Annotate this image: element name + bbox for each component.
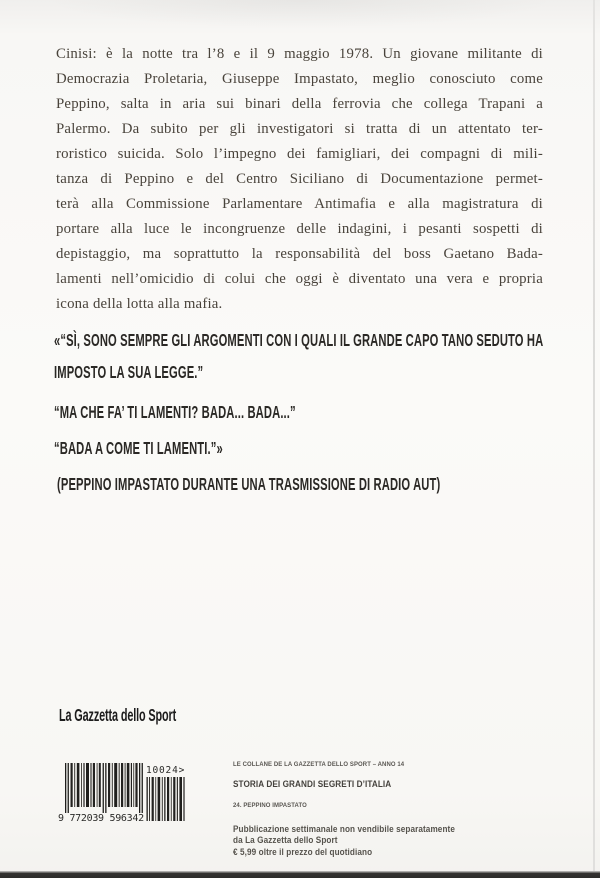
synopsis-line: Peppino, salta in aria sui binari della ferrovia che collega Trapani a (56, 96, 543, 112)
synopsis-line: terà alla Commissione Parlamentare Antimafia e alla magistratura di (56, 196, 543, 212)
publication-line: da La Gazzetta dello Sport (233, 835, 338, 846)
ean-digits: 9 772039 596342 (58, 813, 144, 823)
synopsis-line: Democrazia Proletaria, Giuseppe Impastato, meglio conosciuto come (56, 71, 543, 87)
volume-line: 24. PEPPINO IMPASTATO (233, 801, 307, 809)
series-line: LE COLLANE DE LA GAZZETTA DELLO SPORT – ANNO 14 (233, 761, 405, 768)
price-line: € 5,99 oltre il prezzo del quotidiano (233, 847, 373, 858)
page-edge-line (593, 0, 595, 871)
synopsis-line: portare alla luce le incongruenze delle indagini, i pesanti sospetti di (56, 221, 543, 237)
series-title: STORIA DEI GRANDI SEGRETI D’ITALIA (233, 778, 392, 789)
synopsis-line: Palermo. Da subito per gli investigatori si tratta di un attentato ter- (56, 121, 543, 137)
ean-addon-barcode (146, 764, 188, 822)
synopsis-line: roristico suicida. Solo l’impegno dei famigliari, dei compagni di mili- (56, 146, 543, 162)
synopsis-line: depistaggio, ma soprattutto la responsabilità del boss Gaetano Bada- (56, 246, 543, 262)
publication-line: Pubblicazione settimanale non vendibile separatamente (233, 823, 455, 834)
synopsis-line: icona della lotta alla mafia. (56, 296, 223, 312)
ean-barcode (58, 763, 148, 823)
radio-quote-line: «“SÌ, SONO SEMPRE GLI ARGOMENTI CON I QUALI IL GRANDE CAPO TANO SEDUTO HA (54, 330, 544, 350)
radio-quote-line: “MA CHE FA’ TI LAMENTI? BADA... BADA...” (54, 402, 296, 422)
colophon-block (233, 753, 485, 858)
synopsis-paragraph (56, 42, 543, 317)
synopsis-line: tanza di Peppino e del Centro Siciliano di Documentazione permet- (56, 171, 543, 187)
synopsis-line: lamenti nell’omicidio di colui che oggi è diventato una vera e propria (56, 271, 543, 287)
radio-quote-line: “BADA A COME TI LAMENTI.”» (54, 438, 223, 458)
scan-bottom-band (0, 871, 600, 878)
addon-digits: 10024> (146, 765, 186, 776)
quote-attribution: (PEPPINO IMPASTATO DURANTE UNA TRASMISSIONE DI RADIO AUT) (57, 474, 441, 494)
radio-quote-line: IMPOSTO LA SUA LEGGE.” (54, 362, 204, 382)
gazzetta-dello-sport-logo: La Gazzetta dello Sport (59, 705, 177, 725)
synopsis-line: Cinisi: è la notte tra l’8 e il 9 maggio 1978. Un giovane militante di (56, 46, 543, 62)
